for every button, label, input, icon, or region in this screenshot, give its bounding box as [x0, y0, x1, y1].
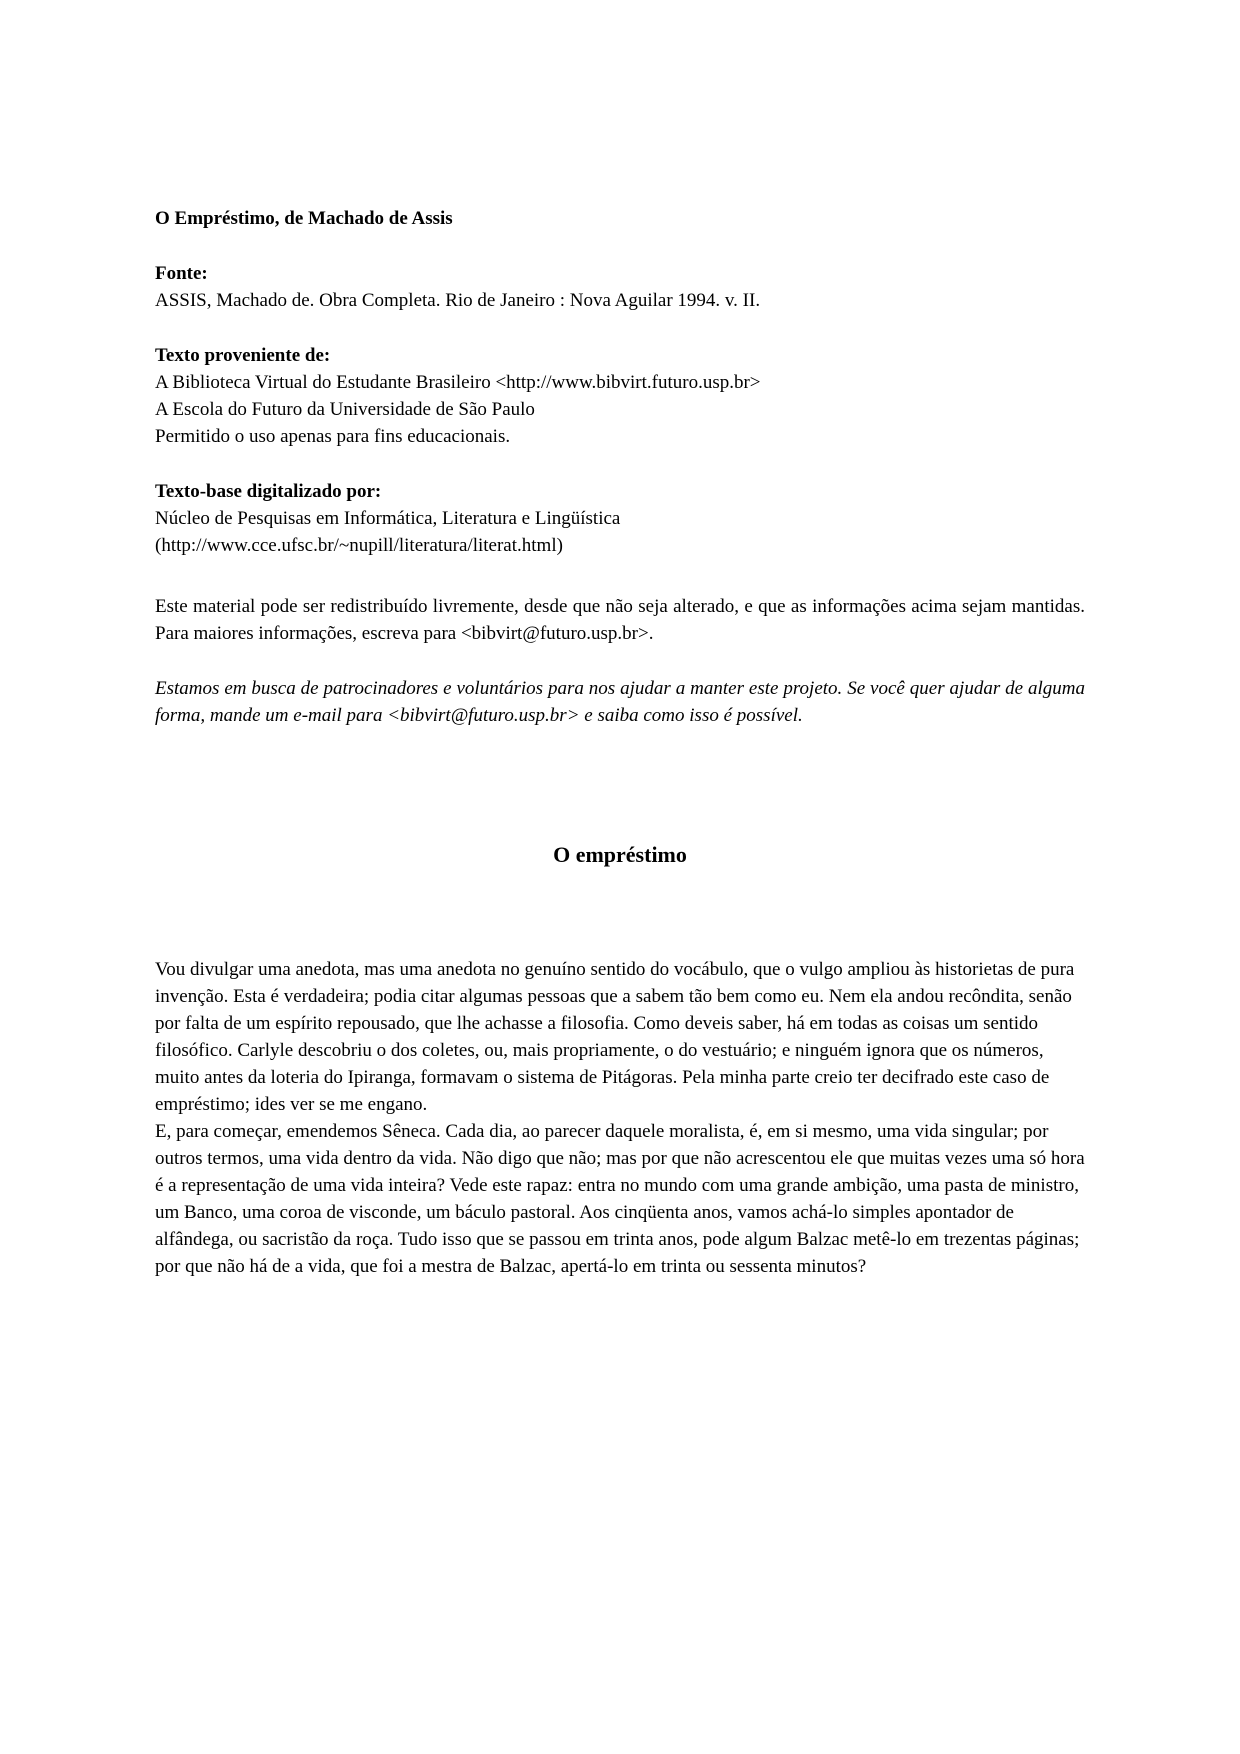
section-texto-base-label: Texto-base digitalizado por:: [155, 481, 382, 502]
section-fonte-label: Fonte:: [155, 263, 208, 284]
section-texto-proveniente-line: Permitido o uso apenas para fins educacionais.: [155, 426, 511, 447]
section-texto-base-line: Núcleo de Pesquisas em Informática, Literatura e Lingüística: [155, 508, 621, 529]
story-paragraph-2: E, para começar, emendemos Sêneca. Cada dia, ao parecer daquele moralista, é, em si mesmo, uma vida singular; por outros termos, uma vida dentro da vida. Não digo que não; mas por que não acrescentou ele que muitas vezes uma só hora é a representação de uma vida inteira? Vede este rapaz: entra no mundo com uma grande ambição, uma pasta de ministro, um Banco, uma coroa de visconde, um báculo pastoral. Aos cinqüenta anos, vamos achá-lo simples apontador de alfândega, ou sacristão da roça. Tudo isso que se passou em trinta anos, pode algum Balzac metê-lo em trezentas páginas; por que não há de a vida, que foi a mestra de Balzac, apertá-lo em trinta ou sessenta minutos?: [155, 1121, 1085, 1277]
section-texto-proveniente-label: Texto proveniente de:: [155, 345, 331, 366]
redistribution-notice: Este material pode ser redistribuído livremente, desde que não seja alterado, e que as informações acima sejam mantidas. Para maiores informações, escreva para <bibvirt@futuro.usp.br>.: [155, 596, 1085, 644]
section-fonte: [155, 260, 1085, 314]
sponsor-appeal: Estamos em busca de patrocinadores e voluntários para nos ajudar a manter este projeto. Se você quer ajudar de alguma forma, mande um e-mail para <bibvirt@futuro.usp.br> e saiba como isso é possível.: [155, 678, 1085, 726]
section-texto-proveniente: [155, 342, 1085, 450]
document-title: O Empréstimo, de Machado de Assis: [155, 208, 453, 229]
section-fonte-line: ASSIS, Machado de. Obra Completa. Rio de Janeiro : Nova Aguilar 1994. v. II.: [155, 290, 761, 311]
section-texto-base: [155, 478, 1085, 559]
section-texto-proveniente-line: A Escola do Futuro da Universidade de São Paulo: [155, 399, 535, 420]
story-paragraph-1: Vou divulgar uma anedota, mas uma anedota no genuíno sentido do vocábulo, que o vulgo ampliou às historietas de pura invenção. Esta é verdadeira; podia citar algumas pessoas que a sabem tão bem como eu. Nem ela andou recôndita, senão por falta de um espírito repousado, que lhe achasse a filosofia. Como deveis saber, há em todas as coisas um sentido filosófico. Carlyle descobriu o dos coletes, ou, mais propriamente, o do vestuário; e ninguém ignora que os números, muito antes da loteria do Ipiranga, formavam o sistema de Pitágoras. Pela minha parte creio ter decifrado este caso de empréstimo; ides ver se me engano.: [155, 959, 1075, 1115]
story-title: O empréstimo: [553, 842, 687, 867]
section-texto-proveniente-line: A Biblioteca Virtual do Estudante Brasileiro <http://www.bibvirt.futuro.usp.br>: [155, 372, 761, 393]
section-texto-base-line: (http://www.cce.ufsc.br/~nupill/literatura/literat.html): [155, 535, 563, 556]
